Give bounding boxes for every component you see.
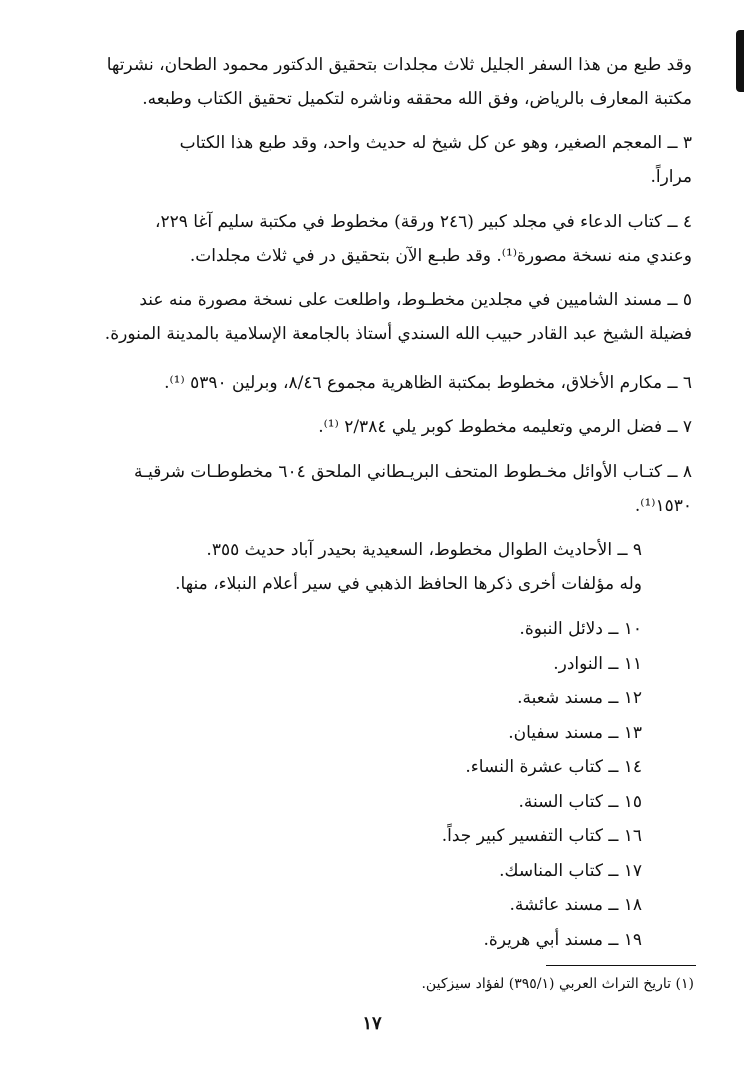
list-item: ١٥ ــ كتاب السنة. [518,791,642,812]
list-item: ١٤ ــ كتاب عشرة النساء. [465,757,642,777]
list-item: ١٩ ــ مسند أبي هريرة. [483,929,642,950]
paragraph-item-9 [52,533,642,601]
paragraph-line: مراراً. [650,167,692,187]
paragraph-item-6 [52,366,692,400]
list-item: ١٣ ــ مسند سفيان. [508,722,642,743]
paragraph-line: ١٥٣٠⁽¹⁾. [634,496,692,516]
paragraph-line: ٤ ــ كتاب الدعاء في مجلد كبير (٢٤٦ ورقة) مخطوط في مكتبة سليم آغا ٢٢٩، [154,212,692,232]
works-list [242,612,642,957]
list-item: ١٢ ــ مسند شعبة. [517,688,642,708]
paragraph-item-7 [52,410,692,444]
paragraph-line: ٥ ــ مسند الشاميين في مجلدين مخطـوط، واطلعت على نسخة مصورة منه عند [139,290,692,310]
footnote-divider [546,965,696,966]
paragraph-line: ٨ ــ كتـاب الأوائل مخـطوط المتحف البريـطاني الملحق ٦٠٤ مخطوطـات شرقيـة [134,462,692,482]
paragraph-line: ٣ ــ المعجم الصغير، وهو عن كل شيخ له حديث واحد، وقد طبع هذا الكتاب [179,133,692,153]
paragraph-line: مكتبة المعارف بالرياض، وفق الله محققه وناشره لتكميل تحقيق الكتاب وطبعه. [142,89,692,109]
footnote: (١) تاريخ التراث العربي (٣٩٥/١) لفؤاد سيزكين. [421,976,694,992]
paragraph-line: فضيلة الشيخ عبد القادر حبيب الله السندي أستاذ بالجامعة الإسلامية بالمدينة المنورة. [104,324,692,344]
paragraph-intro [52,48,692,116]
paragraph-item-8 [52,455,692,523]
binding-edge-mark [736,30,744,92]
paragraph-line: ٧ ــ فضل الرمي وتعليمه مخطوط كوبر يلي ٢/٣٨٤ ⁽¹⁾. [318,417,692,437]
paragraph-item-4 [52,205,692,273]
paragraph-item-3 [52,126,692,194]
paragraph-line: وقد طبع من هذا السفر الجليل ثلاث مجلدات بتحقيق الدكتور محمود الطحان، نشرتها [106,55,692,75]
paragraph-item-5 [52,283,692,351]
list-item: ١٧ ــ كتاب المناسك. [499,860,642,881]
list-item: ١٨ ــ مسند عائشة. [509,895,642,915]
list-item: ١٠ ــ دلائل النبوة. [519,619,642,639]
list-item: ١٦ ــ كتاب التفسير كبير جداً. [441,826,642,846]
paragraph-line: ٩ ــ الأحاديث الطوال مخطوط، السعيدية بحيدر آباد حديث ٣٥٥. [206,540,642,560]
paragraph-line: وله مؤلفات أخرى ذكرها الحافظ الذهبي في سير أعلام النبلاء، منها. [175,574,642,594]
paragraph-line: ٦ ــ مكارم الأخلاق، مخطوط بمكتبة الظاهرية مجموع ٨/٤٦، وبرلين ٥٣٩٠ ⁽¹⁾. [164,373,692,393]
list-item: ١١ ــ النوادر. [553,653,642,674]
page-number: ١٧ [362,1013,382,1034]
paragraph-line: وعندي منه نسخة مصورة⁽¹⁾. وقد طبـع الآن بتحقيق در في ثلاث مجلدات. [189,246,692,266]
